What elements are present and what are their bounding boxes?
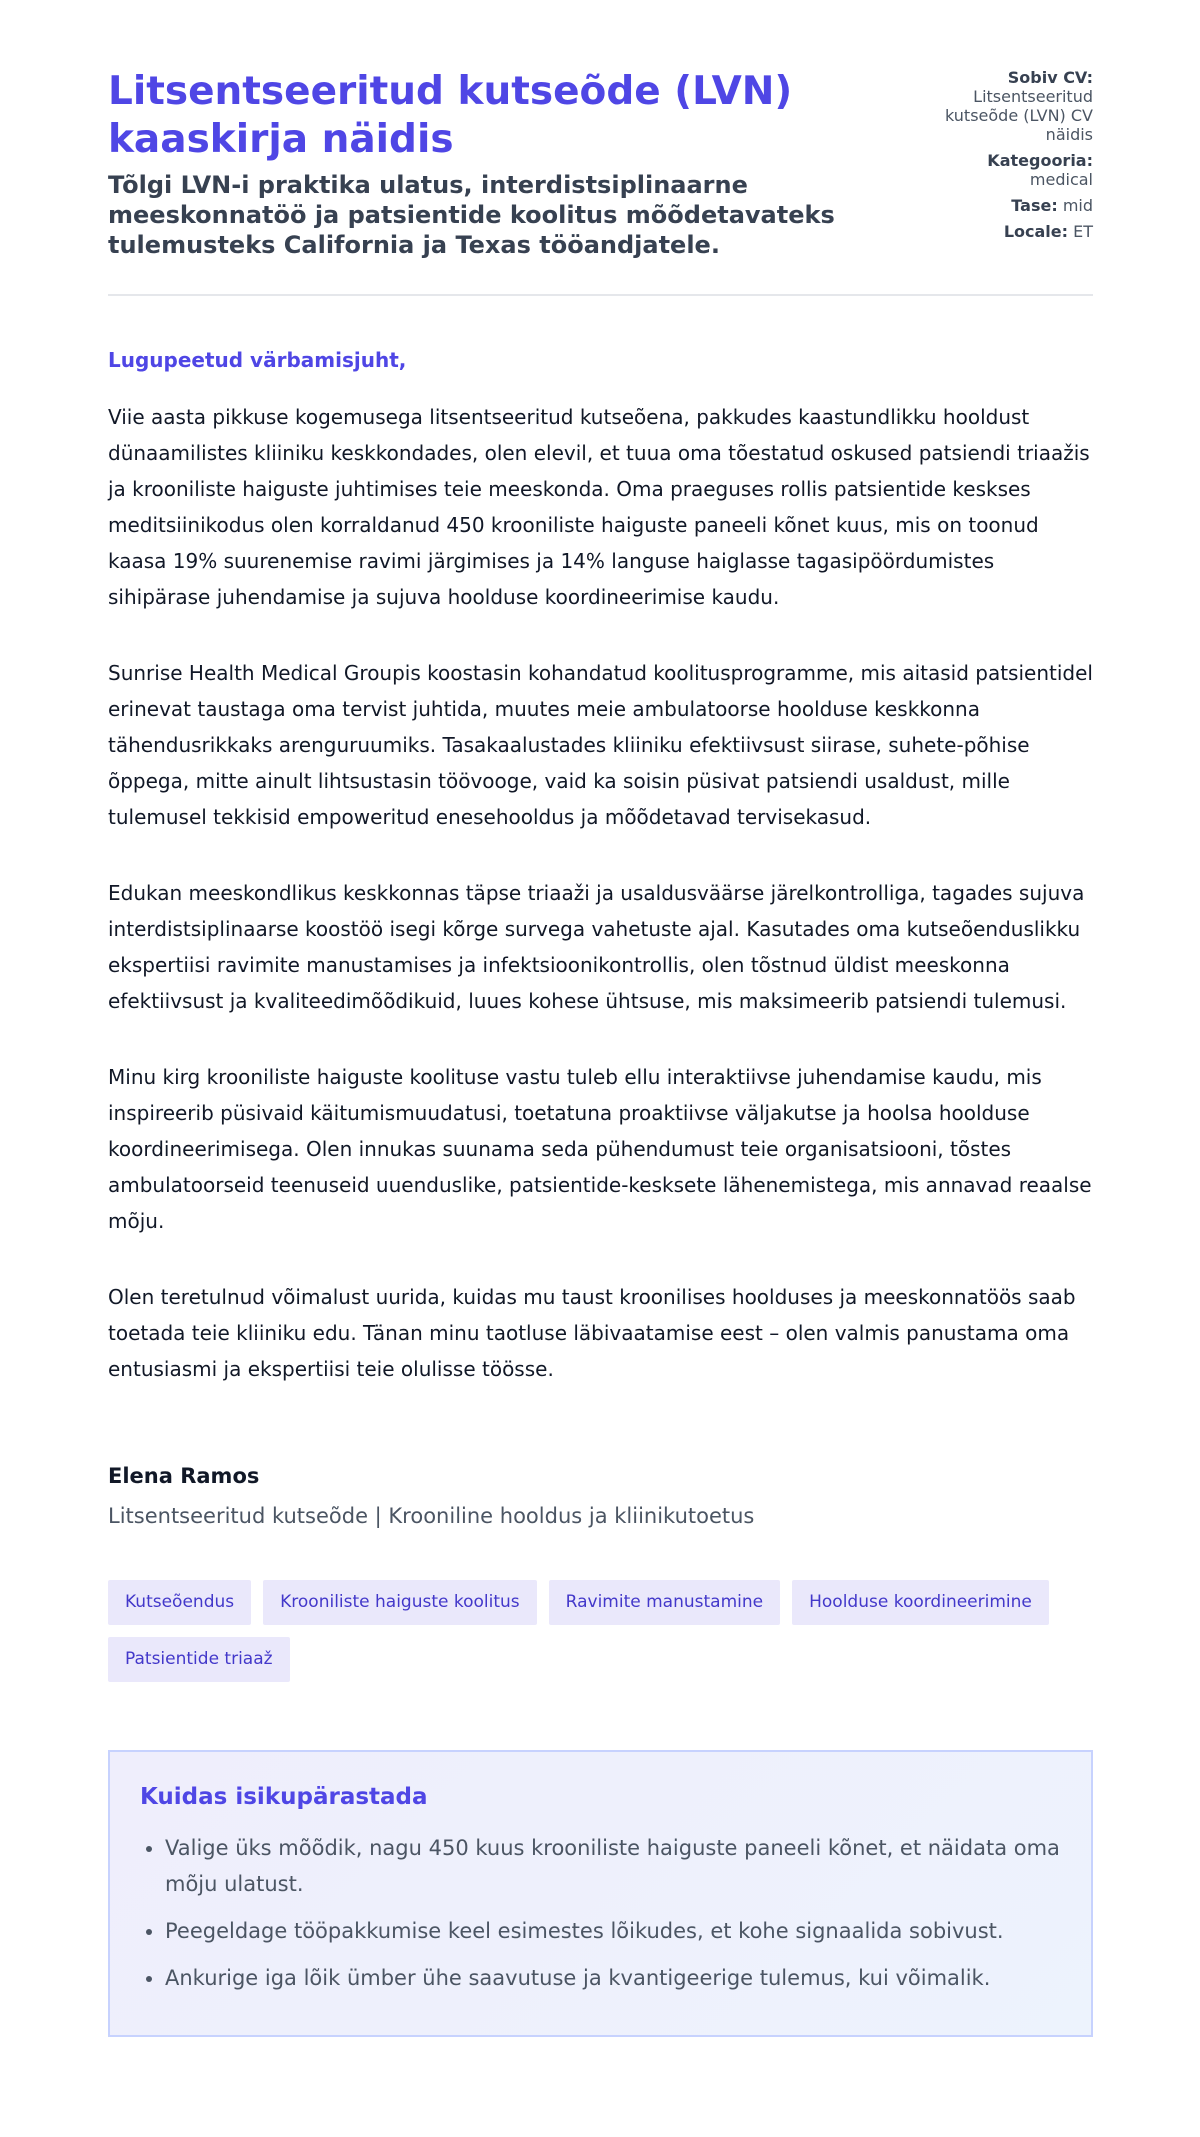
meta-level-value: mid: [1062, 196, 1093, 215]
tip-item: • Ankurige iga lõik ümber ühe saavutuse ja kvantigeerige tulemus, kui võimalik.: [165, 1960, 1061, 1996]
tip-item: • Valige üks mõõdik, nagu 450 kuus krooniliste haiguste paneeli kõnet, et näidata oma mõju ulatust.: [165, 1830, 1061, 1902]
meta-cv: [908, 68, 1093, 144]
meta-category: [908, 151, 1093, 189]
meta-panel: [908, 68, 1093, 248]
meta-cv-label: Sobiv CV:: [1007, 68, 1093, 87]
page-header: [108, 68, 1093, 296]
skill-tags: [108, 1580, 1093, 1682]
letter-paragraph: Edukan meeskondlikus keskkonnas täpse triaaži ja usaldusväärse järelkontrolliga, tagades sujuva interdistsiplinaarse koostöö isegi kõrge survega vahetuste ajal. Kasutades oma kutseõenduslikku ekspertiisi ravimite manustamises ja infektsioonikontrollis, olen tõstnud üldist meeskonna efektiivsust ja kvaliteedimõõdikuid, luues kohese ühtsuse, mis maksimeerib patsiendi tulemusi.: [108, 881, 1085, 1013]
tip-item: • Peegeldage tööpakkumise keel esimestes lõikudes, et kohe signaalida sobivust.: [165, 1913, 1061, 1949]
skill-tag: Ravimite manustamine: [549, 1580, 780, 1625]
meta-locale-label: Locale:: [1003, 222, 1069, 241]
meta-locale-value: ET: [1073, 222, 1093, 241]
signature-name: Elena Ramos: [108, 1464, 260, 1488]
tips-title: Kuidas isikupärastada: [140, 1784, 428, 1810]
meta-category-label: Kategooria:: [987, 151, 1093, 170]
page-subtitle: Tõlgi LVN-i praktika ulatus, interdistsiplinaarne meeskonnatöö ja patsientide koolitus mõõdetavateks tulemusteks California ja Texas tööandjatele.: [108, 171, 835, 259]
letter-paragraph: Viie aasta pikkuse kogemusega litsentseeritud kutseõena, pakkudes kaastundlikku hooldust dünaamilistes kliiniku keskkondades, olen elevil, et tuua oma tõestatud oskused patsiendi triaažis ja krooniliste haiguste juhtimises teie meeskonda. Oma praeguses rollis patsientide keskses meditsiinikodus olen korraldanud 450 krooniliste haiguste paneeli kõnet kuus, mis on toonud kaasa 19% suurenemise ravimi järgimises ja 14% languse haiglasse tagasipöördumistes sihipärase juhendamise ja sujuva hoolduse koordineerimise kaudu.: [108, 405, 1090, 609]
page-title: Litsentseeritud kutseõde (LVN) kaaskirja näidis: [108, 69, 793, 162]
meta-locale: [908, 222, 1093, 241]
tips-list: [140, 1830, 1061, 1996]
skill-tag: Krooniliste haiguste koolitus: [263, 1580, 537, 1625]
meta-cv-value: Litsentseeritud kutseõde (LVN) CV näidis: [945, 87, 1093, 144]
skill-tag: Kutseõendus: [108, 1580, 251, 1625]
letter-body: [108, 346, 1093, 1387]
personalization-tips-box: [108, 1750, 1093, 2037]
meta-level-label: Tase:: [1011, 196, 1058, 215]
salutation: Lugupeetud värbamisjuht,: [108, 348, 407, 372]
letter-paragraph: Sunrise Health Medical Groupis koostasin kohandatud koolitusprogramme, mis aitasid patsientidel erinevat taustaga oma tervist juhtida, muutes meie ambulatoorse hoolduse keskkonna tähendusrikkaks arenguruumiks. Tasakaalustades kliiniku efektiivsust siirase, suhete-põhise õppega, mitte ainult lihtsustasin töövooge, vaid ka soisin püsivat patsiendi usaldust, mille tulemusel tekkisid empoweritud enesehooldus ja mõõdetavad tervisekasud.: [108, 661, 1093, 829]
letter-paragraph: Olen teretulnud võimalust uurida, kuidas mu taust kroonilises hoolduses ja meeskonnatöös saab toetada teie kliiniku edu. Tänan minu taotluse läbivaatamise eest – olen valmis panustama oma entusiasmi ja ekspertiisi teie olulisse töösse.: [108, 1285, 1076, 1381]
skill-tag: Patsientide triaaž: [108, 1637, 290, 1682]
meta-level: [908, 196, 1093, 215]
letter-paragraph: Minu kirg krooniliste haiguste koolituse vastu tuleb ellu interaktiivse juhendamise kaudu, mis inspireerib püsivaid käitumismuudatusi, toetatuna proaktiivse väljakutse ja hoolsa hoolduse koordineerimisega. Olen innukas suunama seda pühendumust teie organisatsiooni, tõstes ambulatoorseid teenuseid uuenduslike, patsientide-kesksete lähenemistega, mis annavad reaalse mõju.: [108, 1065, 1092, 1233]
meta-category-value: medical: [1029, 170, 1093, 189]
skill-tag: Hoolduse koordineerimine: [792, 1580, 1049, 1625]
header-titles: [108, 68, 908, 260]
signature-block: [108, 1462, 1093, 1530]
signature-role: Litsentseeritud kutseõde | Krooniline hooldus ja kliinikutoetus: [108, 1504, 755, 1528]
